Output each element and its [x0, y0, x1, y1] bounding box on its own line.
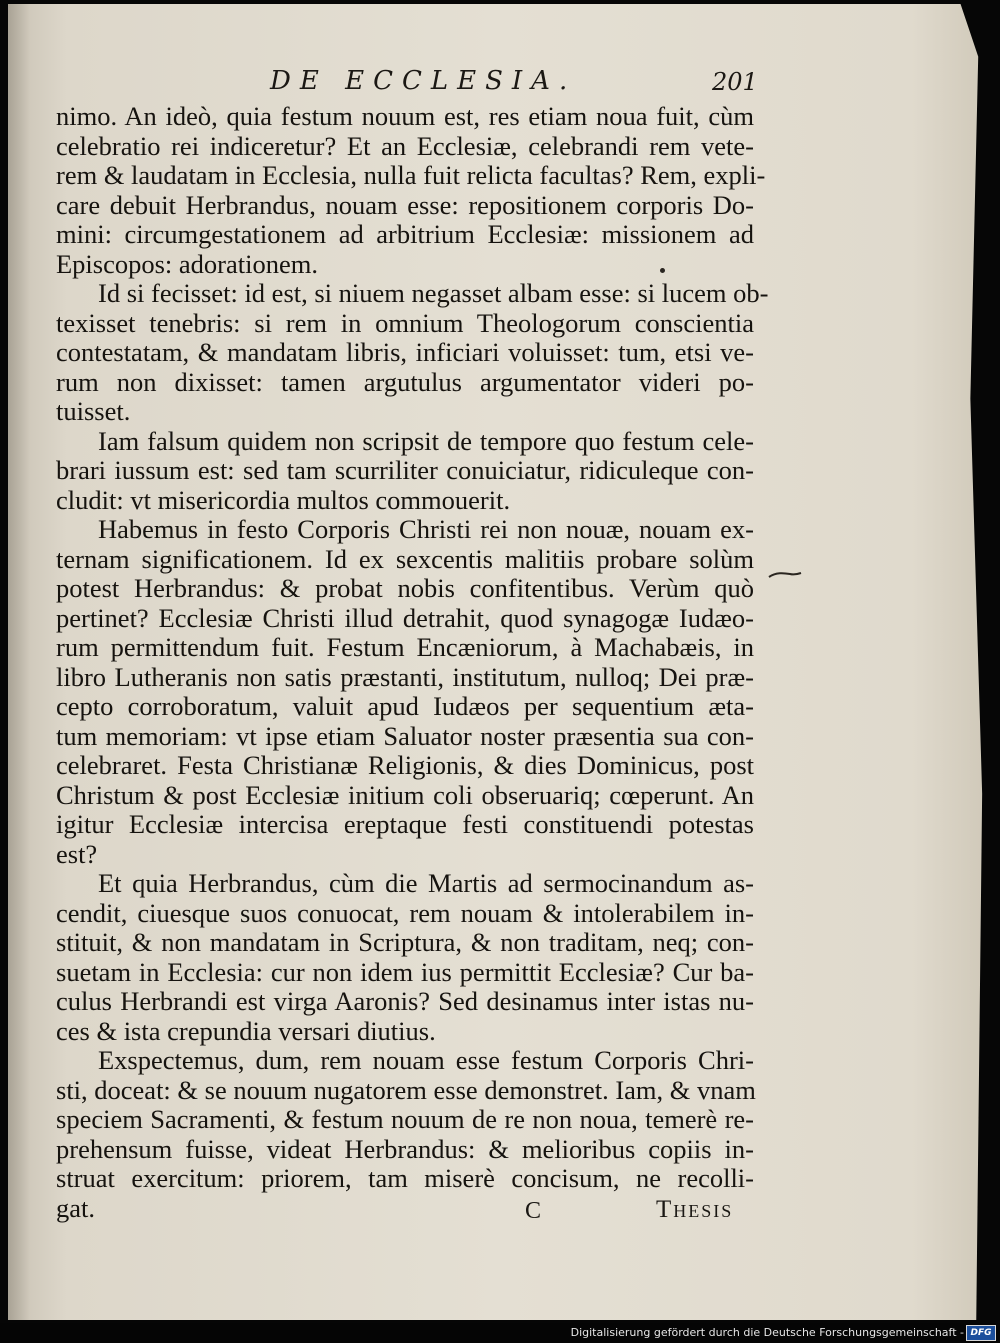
text-line: Iam falsum quidem non scripsit de tempore quo festum cele- — [98, 425, 754, 456]
text-line: Christum & post Ecclesiæ initium coli obseruariq; cœperunt. An — [56, 779, 754, 810]
text-line: brari iussum est: sed tam scurriliter conuiciatur, ridiculeque con- — [56, 455, 754, 485]
text-line: cepto corroboratum, valuit apud Iudæos per sequentium æta- — [56, 691, 754, 721]
paragraph — [56, 427, 754, 516]
text-line: Habemus in festo Corporis Christi rei non nouæ, nouam ex- — [98, 514, 754, 544]
text-line: est? — [56, 838, 98, 869]
text-line: culus Herbrandi est virga Aaronis? Sed desinamus inter istas nu- — [56, 986, 754, 1016]
text-line: tum memoriam: vt ipse etiam Saluator noster præsentia sua con- — [56, 720, 754, 751]
margin-ink-mark — [768, 570, 802, 580]
page-gutter-shadow — [8, 4, 30, 1320]
text-line: Exspectemus, dum, rem nouam esse festum Corporis Chri- — [98, 1045, 754, 1075]
funding-credit: Digitalisierung gefördert durch die Deutsche Forschungsgemeinschaft - — [570, 1326, 964, 1339]
text-line: celebratio rei indiceretur? Et an Ecclesiæ, celebrandi rem vete- — [56, 130, 754, 161]
page-footer — [0, 1192, 1000, 1236]
credit-bar — [0, 1323, 1000, 1343]
text-line: pertinet? Ecclesiæ Christi illud detrahit, quod synagogæ Iudæo- — [56, 602, 754, 633]
catchword: Thesis — [656, 1196, 734, 1223]
text-line: rem & laudatam in Ecclesia, nulla fuit relicta facultas? Rem, expli- — [56, 160, 766, 190]
text-line: stituit, & non mandatam in Scriptura, & non traditam, neq; con- — [56, 927, 754, 957]
text-line: care debuit Herbrandus, nouam esse: repositionem corporis Do- — [56, 189, 754, 220]
text-line: potest Herbrandus: & probat nobis confitentibus. Verùm quò — [56, 573, 754, 603]
text-line: celebraret. Festa Christianæ Religionis, & dies Dominicus, post — [56, 750, 754, 780]
text-line: sti, doceat: & se nouum nugatorem esse demonstret. Iam, & vnam — [56, 1074, 756, 1105]
text-line: suetam in Ecclesia: cur non idem ius permittit Ecclesiæ? Cur ba- — [56, 956, 754, 987]
paragraph — [56, 515, 754, 869]
running-title: DE ECCLESIA. — [270, 66, 577, 96]
text-line: texisset tenebris: si rem in omnium Theologorum conscientia — [56, 307, 754, 338]
text-line: Et quia Herbrandus, cùm die Martis ad sermocinandum as- — [98, 868, 754, 898]
text-line: ternam significationem. Id ex sexcentis malitiis probare solùm — [56, 543, 754, 574]
text-line: speciem Sacramenti, & festum nouum de re non noua, temerè re- — [56, 1104, 754, 1134]
text-line: cendit, ciuesque suos conuocat, rem nouam & intolerabilem in- — [56, 897, 754, 928]
paragraph — [56, 869, 754, 1046]
text-line: prehensum fuisse, videat Herbrandus: & melioribus copiis in- — [56, 1133, 754, 1164]
text-line: ces & ista crepundia versari diutius. — [56, 1015, 436, 1046]
text-line: struat exercitum: priorem, tam miserè concisum, ne recolli- — [56, 1163, 754, 1193]
page-number: 201 — [712, 68, 758, 96]
text-line: rum permittendum fuit. Festum Encæniorum, à Machabæis, in — [56, 632, 754, 662]
ink-dot — [660, 268, 665, 273]
text-line: Episcopos: adorationem. — [56, 248, 318, 279]
text-line: nimo. An ideò, quia festum nouum est, res etiam noua fuit, cùm — [56, 101, 754, 131]
text-line: mini: circumgestationem ad arbitrium Ecclesiæ: missionem ad — [56, 219, 754, 249]
text-line: rum non dixisset: tamen argutulus argumentator videri po- — [56, 366, 754, 397]
text-line: contestatam, & mandatam libris, inficiari voluisset: tum, etsi ve- — [56, 337, 754, 367]
signature-mark: C — [525, 1198, 542, 1224]
text-line: gat. — [56, 1192, 95, 1223]
text-line: igitur Ecclesiæ intercisa ereptaque festi constituendi potestas — [56, 809, 754, 839]
text-line: Id si fecisset: id est, si niuem negasset albam esse: si lucem ob- — [98, 278, 769, 308]
dfg-logo-icon: DFG — [966, 1325, 996, 1341]
text-line: tuisset. — [56, 396, 131, 426]
text-line: cludit: vt misericordia multos commouerit. — [56, 484, 511, 515]
body-text — [56, 101, 769, 1223]
paragraph — [56, 101, 766, 279]
paragraph — [56, 278, 769, 427]
text-line: libro Lutheranis non satis præstanti, institutum, nulloq; Dei præ- — [56, 661, 754, 692]
running-head — [0, 64, 1000, 104]
